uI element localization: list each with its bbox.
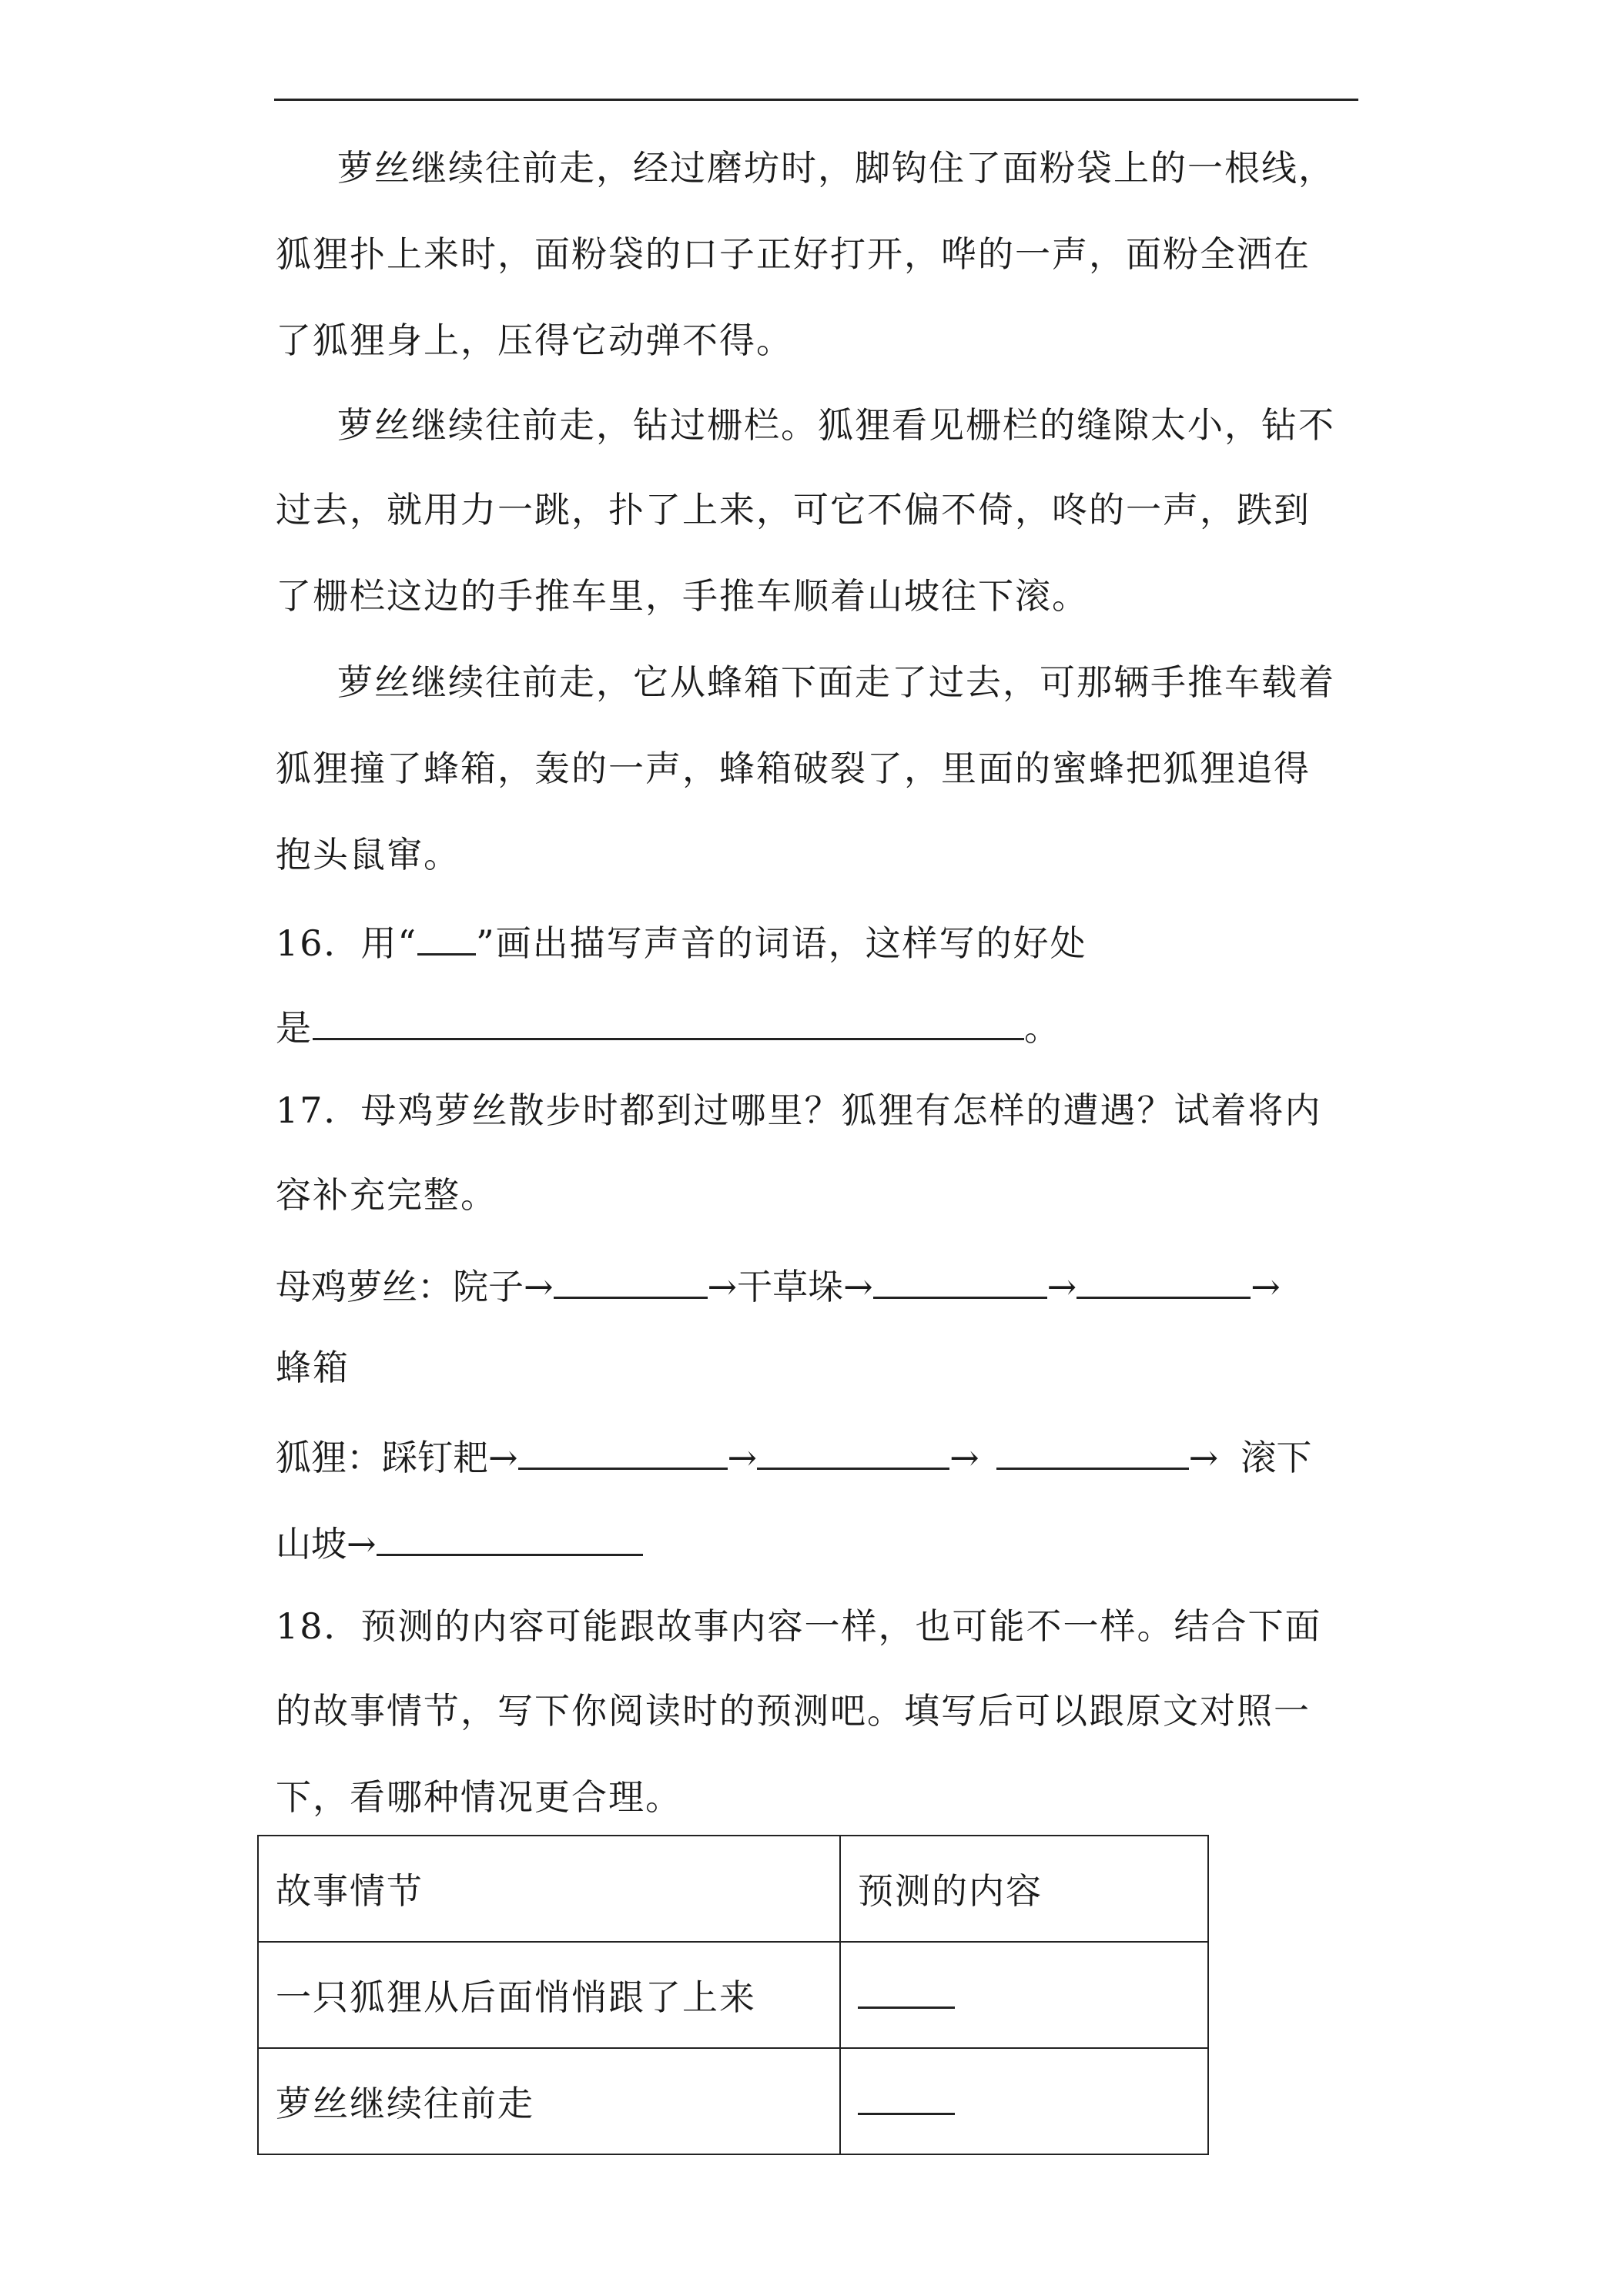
q17-fox-blank-3[interactable] [996, 1432, 1189, 1470]
q17-fox-arrow-2: → [949, 1437, 979, 1478]
table-row [258, 1942, 1208, 2048]
q17-hen-blank-1[interactable] [554, 1261, 708, 1299]
table-header-prediction: 预测的内容 [840, 1836, 1208, 1942]
q16-answer-prefix: 是 [276, 1007, 313, 1049]
passage-p1-line3: 了狐狸身上，压得它动弹不得。 [276, 320, 793, 361]
q17-fox-label: 狐狸：踩钉耙→ [276, 1437, 518, 1478]
table-row [258, 2048, 1208, 2154]
q17-fox-line2-label: 山坡→ [276, 1523, 377, 1565]
q17-fox-blank-4[interactable] [377, 1518, 643, 1556]
q17-hen-end: 蜂箱 [276, 1347, 350, 1388]
q16-answer-suffix: 。 [1024, 1007, 1061, 1049]
q17-hen-arrow-1: →干草垛→ [707, 1266, 873, 1307]
question-18-line1: 18．预测的内容可能跟故事内容一样，也可能不一样。结合下面 [276, 1605, 1322, 1647]
q16-answer-blank[interactable] [313, 1002, 1024, 1040]
prediction-blank-2[interactable] [858, 2079, 955, 2115]
q17-hen-path [276, 1261, 1361, 1308]
q17-fox-blank-2[interactable] [757, 1432, 949, 1470]
q16-text-end: ”画出描写声音的词语，这样写的好处 [476, 922, 1087, 964]
q17-hen-arrow-2: → [1046, 1266, 1077, 1307]
table-cell-plot: 一只狐狸从后面悄悄跟了上来 [258, 1942, 840, 2048]
passage-p2-line2: 过去，就用力一跳，扑了上来，可它不偏不倚，咚的一声，跌到 [276, 489, 1311, 530]
question-16-answer-line [276, 1002, 1361, 1049]
q17-fox-arrow-3: → 滚下 [1188, 1437, 1312, 1478]
q17-fox-arrow-1: → [727, 1437, 758, 1478]
question-18-line3: 下，看哪种情况更合理。 [276, 1776, 682, 1818]
passage-p2-line1: 萝丝继续往前走，钻过栅栏。狐狸看见栅栏的缝隙太小，钻不 [337, 404, 1335, 446]
table-header-row [258, 1836, 1208, 1942]
header-rule [274, 99, 1358, 101]
passage-p1-line1: 萝丝继续往前走，经过磨坊时，脚钩住了面粉袋上的一根线， [337, 147, 1335, 189]
q17-hen-arrow-3: → [1251, 1266, 1281, 1307]
table-cell-prediction[interactable] [840, 1942, 1208, 2048]
passage-p3-line3: 抱头鼠窜。 [276, 834, 460, 875]
prediction-blank-1[interactable] [858, 1973, 955, 2009]
passage-p3-line2: 狐狸撞了蜂箱，轰的一声，蜂箱破裂了，里面的蜜蜂把狐狸追得 [276, 748, 1311, 789]
q16-underline-sample [417, 918, 476, 956]
prediction-table [257, 1835, 1209, 2155]
question-17-line1: 17．母鸡萝丝散步时都到过哪里？狐狸有怎样的遭遇？试着将内 [276, 1089, 1322, 1131]
table-cell-plot: 萝丝继续往前走 [258, 2048, 840, 2154]
q17-hen-label: 母鸡萝丝：院子→ [276, 1266, 554, 1307]
question-18-line2: 的故事情节，写下你阅读时的预测吧。填写后可以跟原文对照一 [276, 1690, 1311, 1732]
q17-fox-blank-1[interactable] [518, 1432, 728, 1470]
q17-fox-path [276, 1432, 1361, 1479]
passage-p2-line3: 了栅栏这边的手推车里，手推车顺着山坡往下滚。 [276, 575, 1089, 617]
question-16 [276, 918, 1361, 965]
passage-p1-line2: 狐狸扑上来时，面粉袋的口子正好打开，哗的一声，面粉全洒在 [276, 233, 1311, 275]
table-cell-prediction[interactable] [840, 2048, 1208, 2154]
question-17-line2: 容补充完整。 [276, 1174, 497, 1216]
q16-text-start: 16．用“ [276, 922, 418, 964]
q17-hen-blank-2[interactable] [873, 1261, 1047, 1299]
passage-p3-line1: 萝丝继续往前走，它从蜂箱下面走了过去，可那辆手推车载着 [337, 661, 1335, 703]
q17-hen-blank-3[interactable] [1077, 1261, 1251, 1299]
table-header-plot: 故事情节 [258, 1836, 840, 1942]
q17-fox-line2 [276, 1518, 1361, 1565]
